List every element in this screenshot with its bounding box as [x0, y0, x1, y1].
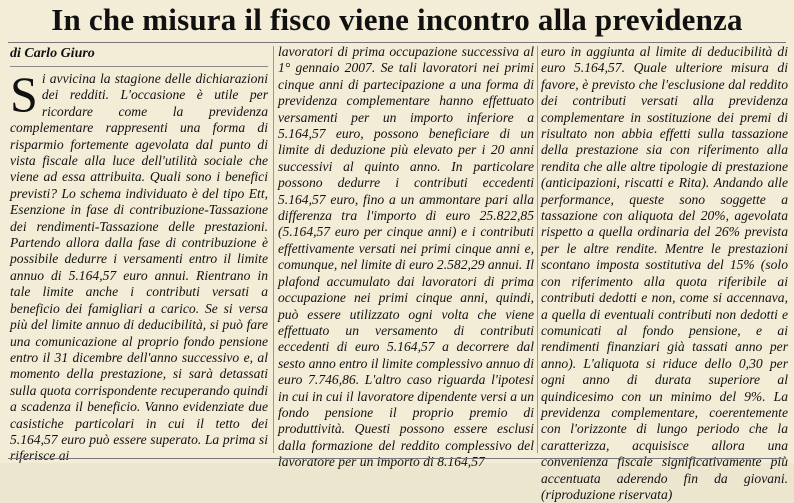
article-column-2 [278, 44, 534, 470]
column-divider-1 [273, 46, 274, 453]
bottom-rule [8, 458, 786, 459]
headline-rule [8, 42, 786, 43]
column-1-paragraph [10, 66, 268, 465]
article-headline: In che misura il fisco viene incontro alla previdenza [51, 2, 743, 37]
column-divider-2 [537, 46, 538, 453]
column-2-text: lavoratori di prima occupazione successiva al 1° gennaio 2007. Se tali lavoratori nei primi cinque anni di partecipazione a una forma di previdenza complementare hanno effettuato versamenti per un importo inferiore a 5.164,57 euro, possono beneficiare di un limite di deduzione più elevato per i 20 anni successivi al quinto anno. In particolare possono dedurre i contributi eccedenti 5.164,57 euro, fino a un ammontare pari alla differenza tra l'importo di euro 25.822,85 (5.164,57 euro per cinque anni) e i contributi effettivamente versati nei primi cinque anni e, comunque, nel limite di euro 2.582,29 annui. Il plafond accumulato dai lavoratori di prima occupazione nei primi cinque anni, quindi, può essere utilizzato ogni volta che viene effettuato un versamento di contributi eccedenti di euro 5.164,57 a decorrere dal sesto anno entro il limite complessivo annuo di euro 7.746,86. L'altro caso riguarda l'ipotesi in cui in cui il lavoratore dipendente versi a un fondo pensione il proprio premio di produttività. Questi possono essere esclusi dalla formazione del reddito complessivo del lavoratore per un importo di 8.164,57 [278, 44, 534, 470]
column-1-text: i avvicina la stagione delle dichiarazioni dei redditi. L'occasione è utile per ricordare come la previdenza complementare rappresenti una forma di risparmio fortemente agevolata dal punto di vista fiscale alla luce dell'utilità sociale che viene ad essa attribuita. Quali sono i benefici previsti? Lo schema individuato è del tipo Ett, Esenzione in fase di contribuzione-Tassazione dei rendimenti-Tassazione delle prestazioni. Partendo allora dalla fase di contribuzione è possibile dedurre i versamenti entro il limite annuo di 5.164,57 euro annui. Rientrano in tale limite anche i contributi versati a beneficio dei famigliari a carico. Se si versa più del limite annuo di deducibilità, si può fare una comunicazione al proprio fondo pensione entro il 31 dicembre dell'anno successivo e, al momento della prestazione, si sarà detassati sulla quota corrispondente recuperando quindi a scadenza il beneficio. Vanno evidenziate due casistiche particolari in cui il tetto dei 5.164,57 euro può essere superato. La prima si riferisce ai [10, 71, 268, 464]
drop-cap: S [10, 66, 38, 122]
article-column-3 [541, 44, 788, 502]
article-byline: di Carlo Giuro [10, 44, 268, 67]
article-column-1 [10, 44, 268, 464]
column-3-text: euro in aggiunta al limite di deducibilità di euro 5.164,57. Quale ulteriore misura di favore, è previsto che l'esclusione dal reddito dei contributi versati alla previdenza complementare in sostituzione dei premi di risultato non abbia effetti sulla tassazione della prestazione sia con riferimento alla rendita che alle altre tipologie di prestazione (anticipazioni, riscatti e Rita). Andando alle performance, queste sono soggette a tassazione con aliquota del 20%, agevolata rispetto a quella ordinaria del 26% prevista per le altre rendite. Mentre le prestazioni scontano imposta sostitutiva del 15% (solo con riferimento alla quota riferibile ai contributi dedotti e non, come si accennava, a quella di eventuali contributi non dedotti e comunicati al fondo pensione, e ai rendimenti finanziari già tassati anno per anno). L'aliquota si riduce dello 0,30 per ogni anno di durata superiore al quindicesimo con un minimo del 9%. La previdenza complementare, coerentemente con l'orizzonte di lungo periodo che la caratterizza, acquisisce allora una convenienza fiscale significativamente più accentuata aderendo fin da giovani. (riproduzione riservata) [541, 44, 788, 502]
